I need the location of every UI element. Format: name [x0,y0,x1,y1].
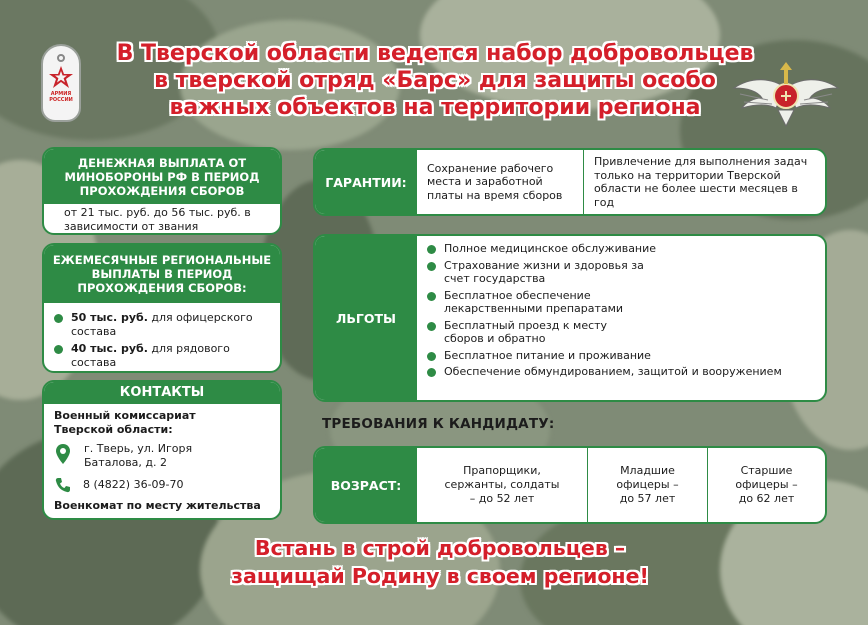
requirements-title: ТРЕБОВАНИЯ К КАНДИДАТУ: [322,416,555,432]
regional-heading: ЕЖЕМЕСЯЧНЫЕ РЕГИОНАЛЬНЫЕ ВЫПЛАТЫ В ПЕРИОД ПРОХОЖДЕНИЯ СБОРОВ: [44,245,280,303]
payment-heading: ДЕНЕЖНАЯ ВЫПЛАТА ОТ МИНОБОРОНЫ РФ В ПЕРИОД ПРОХОЖДЕНИЯ СБОРОВ [44,149,280,204]
age-card [313,446,827,524]
contacts-org: Военный комиссариат Тверской области: [54,409,196,436]
payment-body: от 21 тыс. руб. до 56 тыс. руб. в зависимости от звания [64,206,251,233]
benefit-item: Бесплатный проезд к месту сборов и обратно [427,319,817,346]
benefit-item: Страхование жизни и здоровья за счет государства [427,259,817,286]
guarantees-col2: Привлечение для выполнения задач только на территории Тверской области не более шести месяцев в год [583,150,825,214]
benefit-item: Бесплатное обеспечение лекарственными препаратами [427,289,817,316]
bullet-icon [54,345,63,354]
eagle-emblem-icon [732,58,840,128]
bullet-icon [54,314,63,323]
contacts-heading: КОНТАКТЫ [44,382,280,404]
bullet-icon [427,352,436,361]
contacts-address: г. Тверь, ул. Игоря Баталова, д. 2 [84,442,193,469]
age-col1: Прапорщики, сержанты, солдаты – до 52 лет [444,464,560,505]
regional-item: 50 тыс. руб. для офицерского состава [54,311,270,339]
location-pin-icon [56,444,70,464]
bullet-icon [427,292,436,301]
benefits-card [313,234,827,402]
age-col2: Младшие офицеры – до 57 лет [587,448,707,522]
regional-payments-card [42,243,282,373]
contacts-footer: Военкомат по месту жительства [54,499,261,512]
page-title: В Тверской области ведется набор добровольцев в тверской отряд «Барс» для защиты особо важных объектов на территории региона [116,41,754,120]
bullet-icon [427,322,436,331]
benefits-label: ЛЬГОТЫ [315,236,417,400]
contacts-phone[interactable]: 8 (4822) 36-09-70 [83,478,184,491]
phone-icon [55,477,71,493]
benefit-item: Полное медицинское обслуживание [427,242,817,256]
contacts-card [42,380,282,520]
guarantees-label: ГАРАНТИИ: [315,150,417,214]
bullet-icon [427,262,436,271]
logo-text: АРМИЯ РОССИИ [49,91,73,103]
age-label: ВОЗРАСТ: [315,448,417,522]
guarantees-col1: Сохранение рабочего места и заработной платы на время сборов [427,161,563,202]
army-logo-icon [41,44,81,122]
bullet-icon [427,368,436,377]
bullet-icon [427,245,436,254]
slogan: Встань в строй добровольцев – защищай Родину в своем регионе! [231,536,649,588]
guarantees-card [313,148,827,216]
payment-card [42,147,282,235]
age-col3: Старшие офицеры – до 62 лет [707,448,825,522]
regional-item: 40 тыс. руб. для рядового состава [54,342,270,370]
benefit-item: Обеспечение обмундированием, защитой и вооружением [427,365,817,379]
benefit-item: Бесплатное питание и проживание [427,349,817,363]
